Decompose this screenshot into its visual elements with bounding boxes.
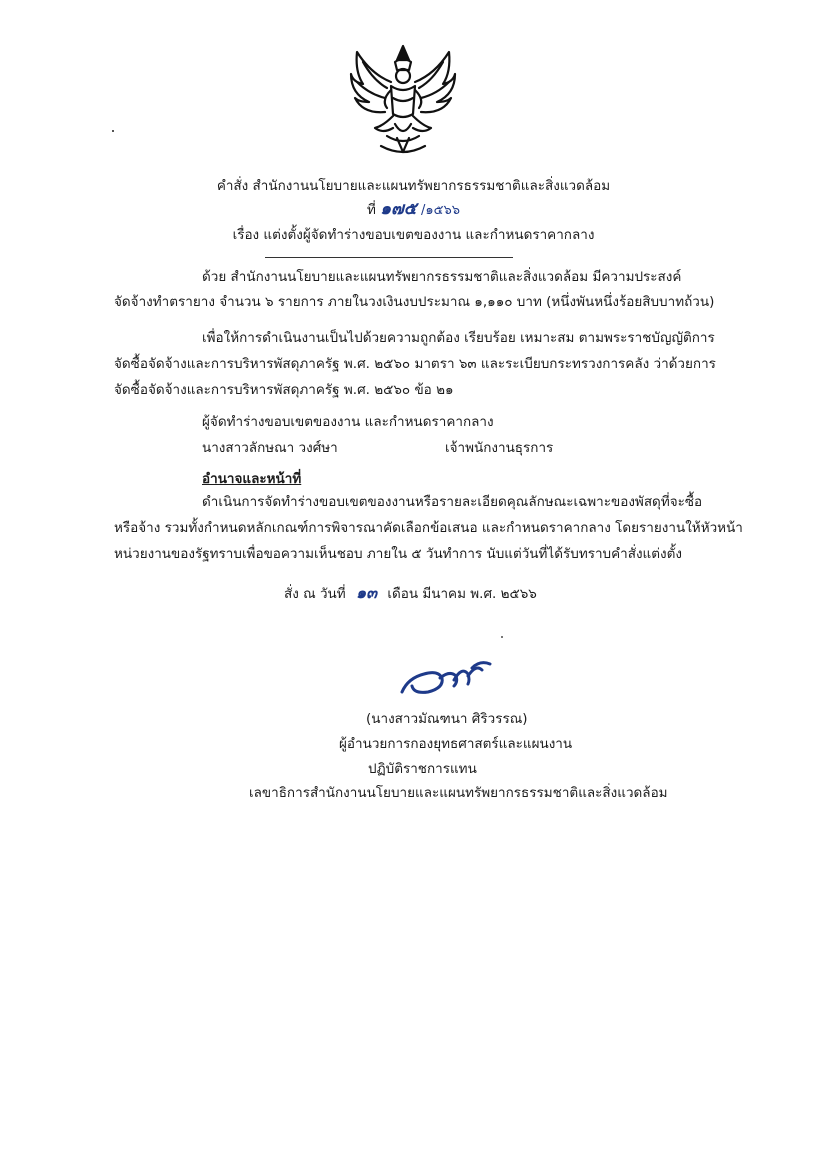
issuer-line: คำสั่ง สำนักงานนโยบายและแผนทรัพยากรธรรมชาติและสิ่งแวดล้อม [216, 178, 611, 194]
duties-line2: หรือจ้าง รวมทั้งกำหนดหลักเกณฑ์การพิจารณาคัดเลือกข้อเสนอ และกำหนดราคากลาง โดยรายงานให้หัวหน้า [114, 520, 743, 536]
appointee-position: เจ้าพนักงานธุรการ [445, 440, 554, 456]
heading-divider [265, 257, 513, 258]
order-date [284, 584, 537, 603]
scan-speck [501, 636, 503, 638]
scan-speck [112, 130, 114, 132]
date-prefix: สั่ง ณ วันที่ [284, 586, 346, 602]
signatory-org: เลขาธิการสำนักงานนโยบายและแผนทรัพยากรธรรมชาติและสิ่งแวดล้อม [249, 785, 668, 801]
para2-line3: จัดซื้อจัดจ้างและการบริหารพัสดุภาครัฐ พ.ศ. ๒๕๖๐ ข้อ ๒๑ [114, 382, 454, 398]
signatory-title: ผู้อำนวยการกองยุทธศาสตร์และแผนงาน [339, 736, 573, 752]
order-number [0, 200, 827, 220]
garuda-emblem-icon [347, 42, 459, 158]
date-suffix: เดือน มีนาคม พ.ศ. ๒๕๖๖ [387, 586, 537, 602]
para2-line1: เพื่อให้การดำเนินงานเป็นไปด้วยความถูกต้อง เรียบร้อย เหมาะสม ตามพระราชบัญญัติการ [202, 330, 715, 346]
signatory-name: (นางสาวมัณฑนา ศิริวรรณ) [366, 711, 528, 727]
para1-line1: ด้วย สำนักงานนโยบายและแผนทรัพยากรธรรมชาติและสิ่งแวดล้อม มีความประสงค์ [202, 269, 682, 285]
para2-line2: จัดซื้อจัดจ้างและการบริหารพัสดุภาครัฐ พ.ศ. ๒๕๖๐ มาตรา ๖๓ และระเบียบกระทรวงการคลัง ว่าด้วยการ [114, 356, 716, 372]
signature-icon [398, 656, 494, 700]
para1-line2: จัดจ้างทำตรายาง จำนวน ๖ รายการ ภายในวงเงินงบประมาณ ๑,๑๑๐ บาท (หนึ่งพันหนึ่งร้อยสิบบาทถ้วน) [114, 294, 715, 310]
duties-heading: อำนาจและหน้าที่ [202, 471, 302, 487]
appointee-heading: ผู้จัดทำร่างขอบเขตของงาน และกำหนดราคากลาง [202, 414, 494, 430]
date-day-handwritten: ๑๓ [355, 583, 378, 602]
subject-line: เรื่อง แต่งตั้งผู้จัดทำร่างขอบเขตของงาน และกำหนดราคากลาง [232, 227, 595, 243]
appointee-name: นางสาวลักษณา วงศ์ษา [202, 440, 338, 456]
order-number-handwritten: ๑๗๕ [380, 199, 417, 219]
order-number-year: /๑๕๖๖ [420, 203, 460, 218]
duties-line1: ดำเนินการจัดทำร่างขอบเขตของงานหรือรายละเอียดคุณลักษณะเฉพาะของพัสดุที่จะซื้อ [202, 494, 703, 510]
duties-line3: หน่วยงานของรัฐทราบเพื่อขอความเห็นชอบ ภายใน ๕ วันทำการ นับแต่วันที่ได้รับทราบคำสั่งแต่งตั้ง [114, 546, 682, 562]
order-number-prefix: ที่ [367, 202, 376, 218]
signatory-acting: ปฏิบัติราชการแทน [368, 761, 477, 777]
